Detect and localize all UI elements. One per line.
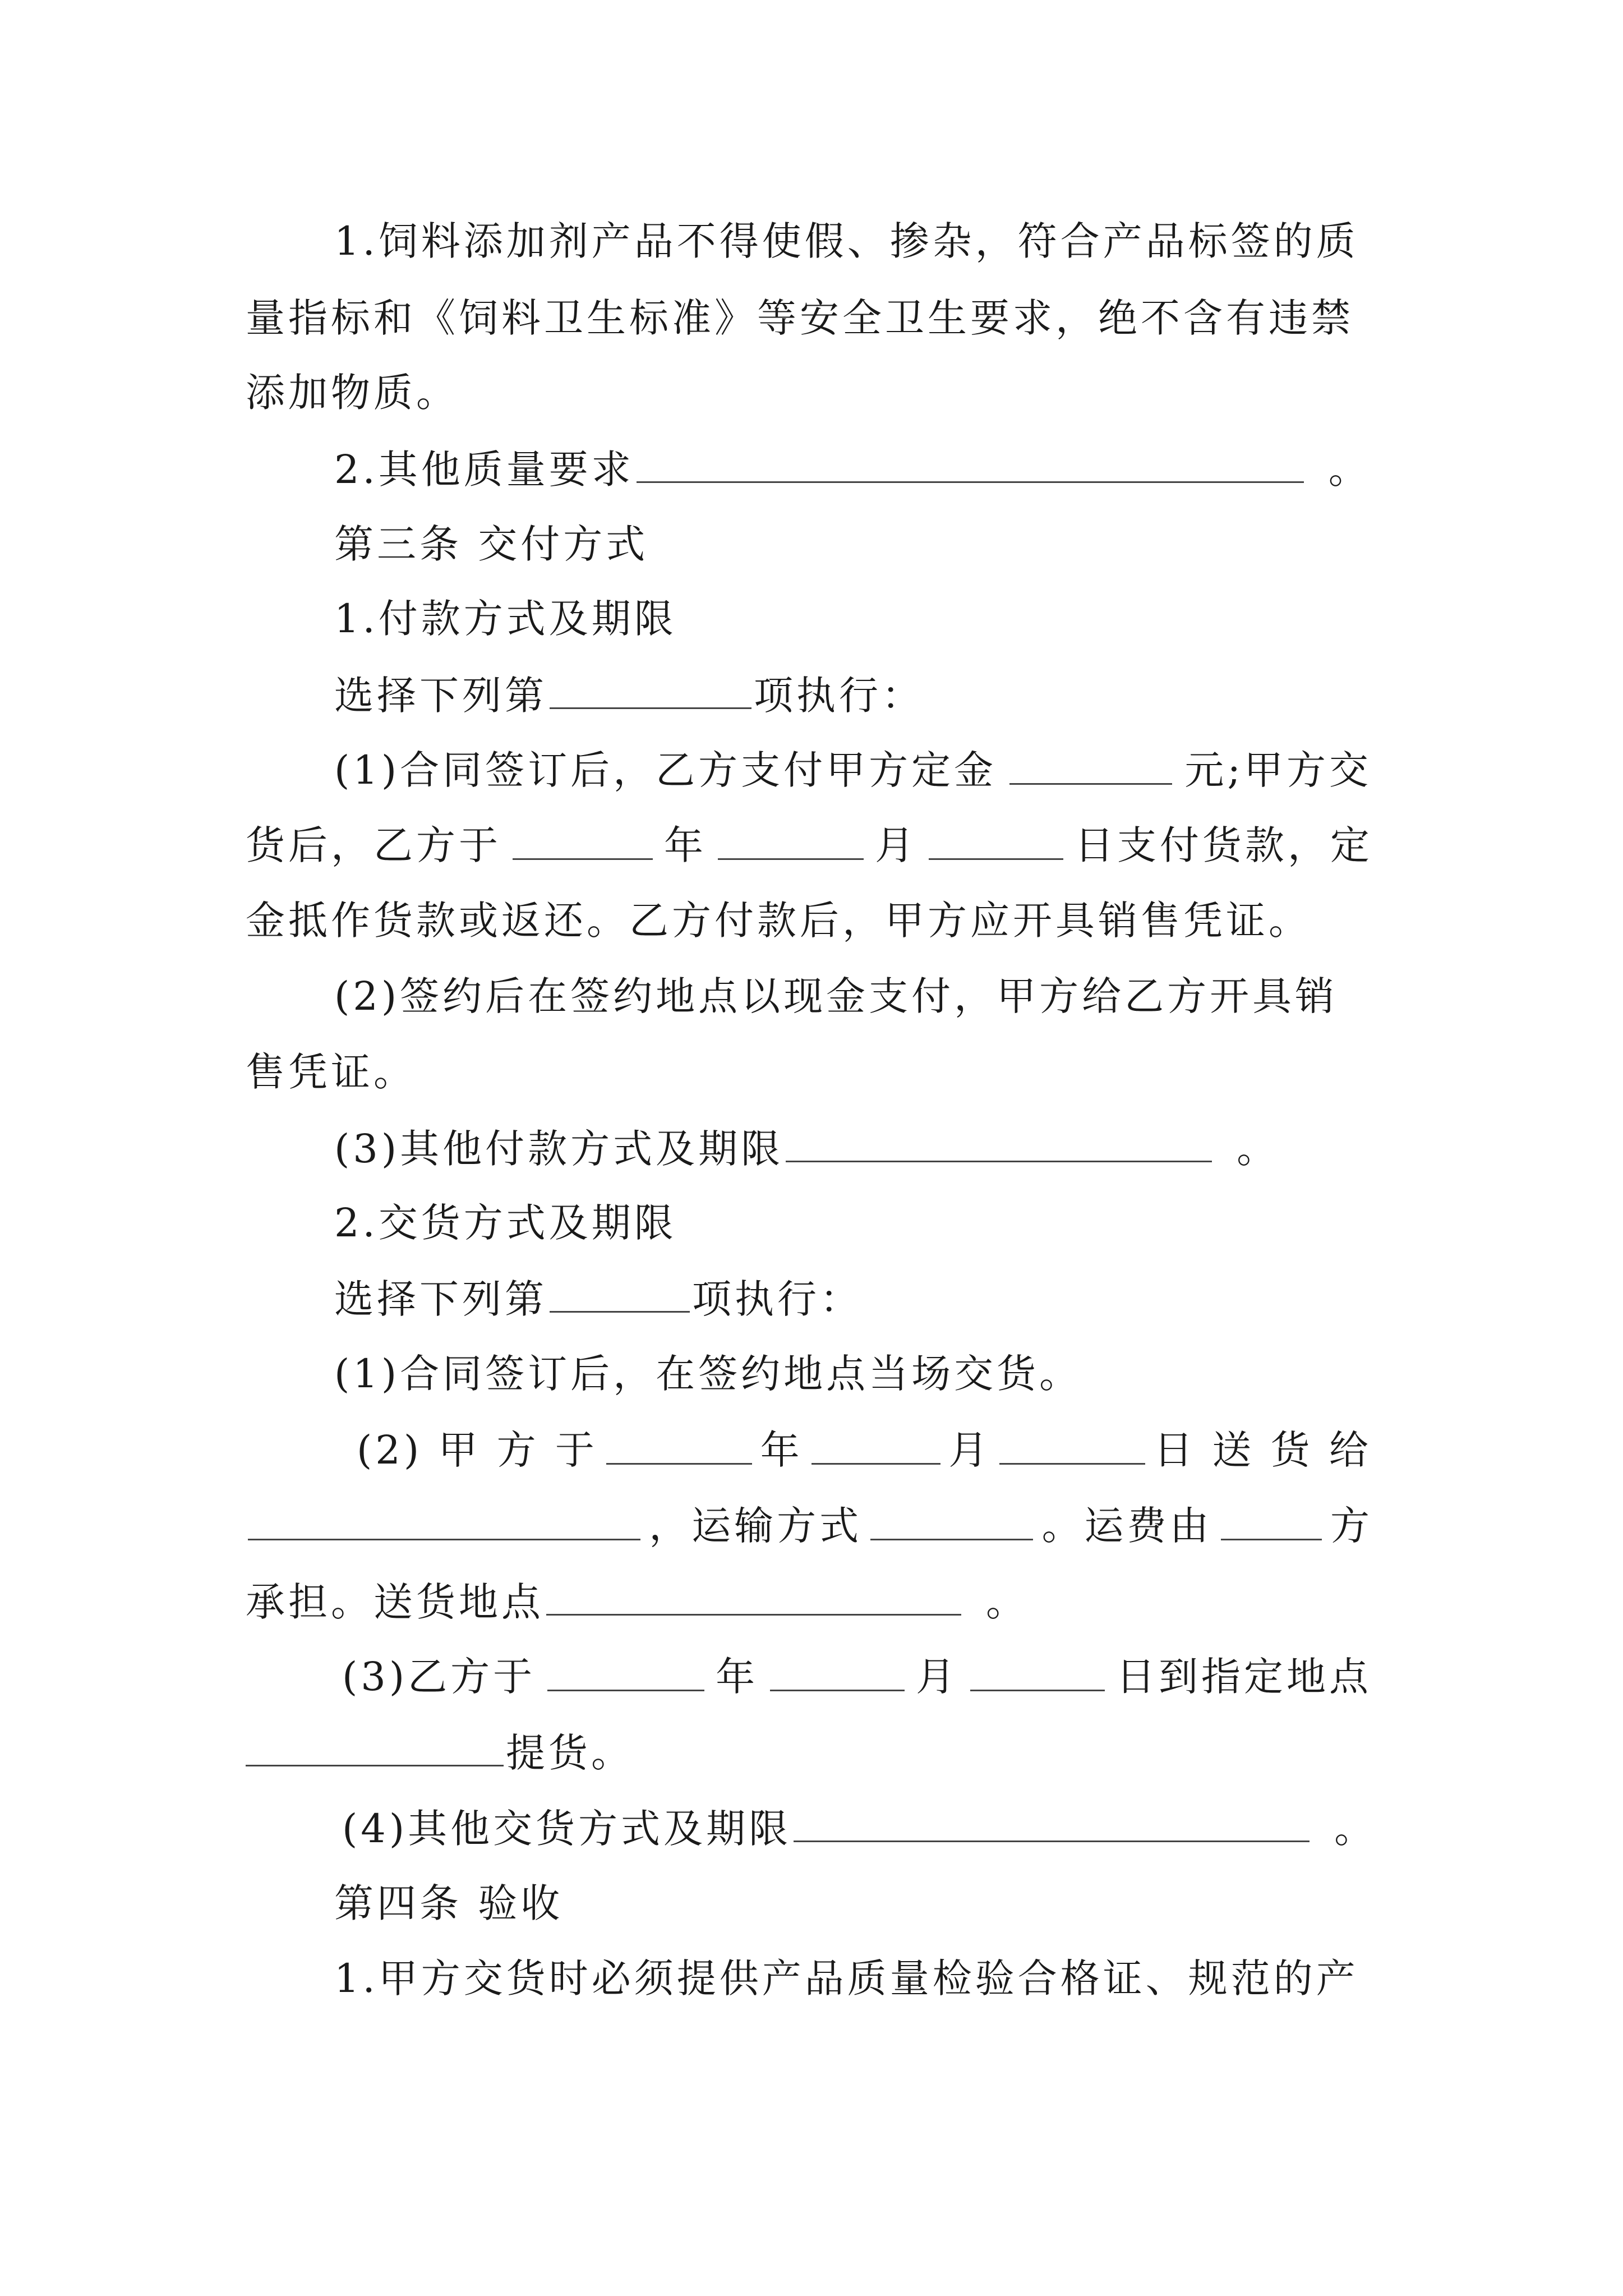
- pickup-month-blank[interactable]: [770, 1657, 905, 1691]
- delivery-option-2-line2: [246, 1503, 1373, 1549]
- text: 第三条 交付方式: [334, 521, 649, 567]
- text: 日 送 货 给: [1154, 1427, 1372, 1473]
- delivery-year-blank[interactable]: [606, 1430, 752, 1465]
- text: 2.交货方式及期限: [334, 1200, 677, 1246]
- text: (4)其他交货方式及期限: [342, 1806, 792, 1852]
- delivery-option-select: [334, 1276, 863, 1322]
- text: 日支付货款，定: [1075, 822, 1373, 868]
- text: 货后，乙方于: [246, 822, 501, 868]
- delivery-recipient-blank[interactable]: [248, 1506, 640, 1540]
- delivery-option-3-line2: [246, 1730, 634, 1776]
- payment-option-1-line1: [334, 747, 1372, 793]
- text: ，运输方式: [649, 1503, 863, 1549]
- freight-party-blank[interactable]: [1221, 1506, 1322, 1540]
- text: 年: [760, 1427, 803, 1473]
- text: 元;甲方交: [1184, 747, 1372, 793]
- para-quality-1-line3: [246, 370, 459, 416]
- other-delivery-blank[interactable]: [794, 1808, 1310, 1842]
- text: 选择下列第: [334, 673, 547, 719]
- heading-article-3: [334, 521, 649, 567]
- text: 1.甲方交货时必须提供产品质量检验合格证、规范的产: [334, 1955, 1359, 2001]
- payment-day-blank[interactable]: [929, 826, 1063, 860]
- text: 方: [1330, 1503, 1373, 1549]
- delivery-option-3-line1: [342, 1654, 1372, 1700]
- text: 。: [1328, 447, 1371, 493]
- payment-option-1-line2: [246, 822, 1373, 868]
- text: (3)乙方于: [342, 1654, 536, 1700]
- delivery-option-2-line1: [357, 1427, 1372, 1473]
- para-quality-2: [334, 447, 1371, 493]
- payment-year-blank[interactable]: [513, 826, 653, 860]
- text: 量指标和《饲料卫生标准》等安全卫生要求，绝不含有违禁: [246, 295, 1354, 341]
- text: (3)其他付款方式及期限: [334, 1126, 784, 1172]
- text: 1.饲料添加剂产品不得使假、掺杂，符合产品标签的质: [334, 218, 1359, 264]
- text: 日到指定地点: [1115, 1654, 1372, 1700]
- text: 选择下列第: [334, 1276, 547, 1322]
- heading-article-4: [334, 1880, 564, 1926]
- text: 年: [664, 822, 707, 868]
- payment-option-3: [334, 1126, 1280, 1172]
- text: 第四条 验收: [334, 1880, 564, 1926]
- text: 月: [916, 1654, 959, 1700]
- deposit-amount-blank[interactable]: [1009, 751, 1172, 785]
- text: 1.付款方式及期限: [334, 596, 677, 642]
- pickup-day-blank[interactable]: [970, 1657, 1105, 1691]
- text: 提货。: [506, 1730, 634, 1776]
- text: (1)合同签订后，在签约地点当场交货。: [334, 1351, 1082, 1397]
- delivery-option-4: [342, 1806, 1377, 1852]
- payment-option-blank[interactable]: [550, 675, 751, 709]
- text: 售凭证。: [246, 1049, 416, 1095]
- text: 金抵作货款或返还。乙方付款后，甲方应开具销售凭证。: [246, 898, 1311, 944]
- acceptance-1-line1: [334, 1955, 1372, 2001]
- payment-option-2-line2: [246, 1049, 416, 1095]
- text: (2) 甲 方 于: [357, 1427, 598, 1473]
- transport-method-blank[interactable]: [870, 1506, 1033, 1540]
- payment-option-2-line1: [334, 973, 1372, 1019]
- text: 。: [1334, 1806, 1377, 1852]
- text: (1)合同签订后，乙方支付甲方定金: [334, 747, 997, 793]
- text: (2)签约后在签约地点以现金支付，甲方给乙方开具销: [334, 973, 1338, 1019]
- para-quality-1-line2: [246, 295, 1368, 341]
- payment-month-blank[interactable]: [718, 826, 864, 860]
- text: 。运费由: [1041, 1503, 1212, 1549]
- text: 项执行：: [692, 1276, 863, 1322]
- text: 2.其他质量要求: [334, 447, 634, 493]
- other-quality-blank[interactable]: [637, 449, 1304, 483]
- text: 。: [986, 1579, 1029, 1625]
- delivery-month-blank[interactable]: [811, 1430, 940, 1465]
- subheading-delivery: [334, 1200, 677, 1246]
- delivery-location-blank[interactable]: [546, 1581, 961, 1616]
- text: 月: [875, 822, 917, 868]
- payment-option-select: [334, 673, 924, 719]
- para-quality-1-line1: [334, 218, 1461, 264]
- delivery-day-blank[interactable]: [999, 1430, 1145, 1465]
- text: 项执行：: [754, 673, 924, 719]
- pickup-location-blank[interactable]: [246, 1732, 504, 1766]
- text: 承担。送货地点: [246, 1579, 544, 1625]
- delivery-option-blank[interactable]: [550, 1278, 690, 1313]
- subheading-payment: [334, 596, 677, 642]
- text: 月: [948, 1427, 992, 1473]
- text: 。: [1237, 1126, 1280, 1172]
- text: 年: [716, 1654, 759, 1700]
- delivery-option-2-line3: [246, 1579, 1029, 1625]
- text: 添加物质。: [246, 370, 459, 416]
- delivery-option-1: [334, 1351, 1082, 1397]
- pickup-year-blank[interactable]: [547, 1657, 704, 1691]
- other-payment-blank[interactable]: [786, 1128, 1212, 1162]
- payment-option-1-line3: [246, 898, 1311, 944]
